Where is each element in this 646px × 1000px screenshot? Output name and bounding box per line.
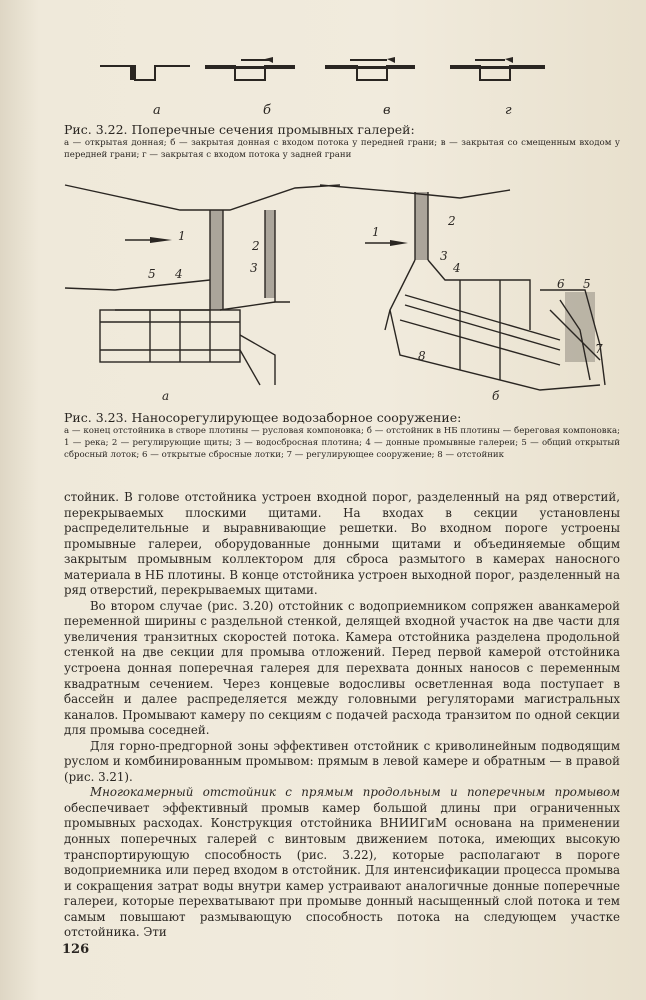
fig323-b-callout-6: 6 [557,277,565,291]
paragraph-3: Для горно-предгорной зоны эффективен отстойник с криволинейным подводящим руслом и комбинированным промывом: прямым в левой камере и обратным — в правой (рис. 3.21). [64,738,620,784]
paragraph-4-text: обеспечивает эффективный промыв камер большой длины при ограниченных промывных расходах. Конструкция отстойника ВНИИГиМ основана на применении донных поперечных галерей с винтовым движением потока, имеющих высокую транспортирующую способность (рис. 3.22), которые располагают в пороге водоприемника или перед входом в отстойник. Для интенсификации процесса промыва и сокращения затрат воды внутри камер устраивают аналогичные донные поперечные галереи, которые перехватывают при промыве донный насыщенный слой потока и тем самым повышают размывающую способность потока на следующем участке отстойника. Эти [64,800,620,940]
figure-3-22-caption-title: Рис. 3.22. Поперечные сечения промывных галерей: [64,122,415,137]
figure-3-22-caption [64,122,620,161]
fig323-a-callout-5: 5 [148,267,156,281]
fig323-b-callout-8: 8 [418,349,426,363]
fig323-a-sublabel: а [162,389,170,403]
fig323-a-callout-4: 4 [175,267,183,281]
paragraph-2: Во втором случае (рис. 3.20) отстойник с водоприемником сопряжен аванкамерой переменной ширины с раздельной стенкой, делящей входной участок на две части для увеличения транзитных скоростей потока. Камера отстойника разделена продольной стенкой на две секции для промыва отложений. Перед первой камерой отстойника устроена донная поперечная галерея для перехвата донных наносов с переменным квадратным сечением. Через концевые водосливы осветленная вода поступает в бассейн и далее распределяется между головными регуляторами магистральных каналов. Промывают камеру по секциям с подачей расхода транзитом по одной секции для промыва соседней. [64,598,620,738]
page-number: 126 [62,942,90,957]
fig323-a-flow-arrow [150,237,172,243]
fig323-b-callout-7: 7 [595,342,603,356]
paragraph-1: стойник. В голове отстойника устроен входной порог, разделенный на ряд отверстий, перекрываемых плоскими щитами. На входах в секции установлены распределительные и выравнивающие решетки. Во входном пороге устроены промывные галереи, оборудованные донными щитами и объединяемые общим закрытым промывным коллектором для сброса размытого в камерах наносного материала в НБ плотины. В конце отстойника устроен выходной порог, разделенный на ряд отверстий, перекрываемых щитами. [64,490,620,598]
body-text [64,490,620,941]
fig323-b-callout-1: 1 [372,225,380,239]
figure-3-22-caption-text: а — открытая донная; б — закрытая донная с входом потока у передней грани; в — закрытая со смещенным входом у передней грани; г — закрытая с входом потока у задней грани [64,138,620,160]
paragraph-4-italic: Многокамерный отстойник с прямым продольным и поперечным промывом [90,785,620,800]
figure-3-23-caption [64,410,620,461]
fig323-b-sublabel: б [492,389,500,403]
fig322-label-v: в [383,103,391,118]
fig323-b-callout-3: 3 [440,249,448,263]
fig323-b-callout-2: 2 [448,214,456,228]
fig322-label-b: б [263,103,271,118]
fig323-a-callout-3: 3 [250,261,258,275]
fig323-b-callout-5: 5 [583,277,591,291]
figure-3-23-caption-title: Рис. 3.23. Наносорегулирующее водозаборное сооружение: [64,410,462,425]
fig323-a-callout-1: 1 [178,229,186,243]
fig323-b-flow-arrow [390,240,408,246]
section-a-open-bottom [100,66,190,80]
paragraph-4 [64,785,620,940]
fig323-a-callout-2: 2 [252,239,260,253]
fig323-b-callout-4: 4 [453,261,461,275]
figure-3-23-caption-text: а — конец отстойника в створе плотины — русловая компоновка; б — отстойник в НБ плотины — береговая компоновка; 1 — река; 2 — регулирующие щиты; 3 — водосбросная плотина; 4 — донные промывные галереи; 5 — общий открытый сбросный лоток; 6 — открытые сбросные лотки; 7 — регулирующее сооружение; 8 — отстойник [64,426,620,460]
fig322-label-a: а [153,103,161,118]
fig323-a-plan [65,185,340,385]
fig322-label-g: г [505,103,512,118]
figure-3-23-drawing [60,180,620,405]
figure-3-22-cross-sections [95,36,565,124]
